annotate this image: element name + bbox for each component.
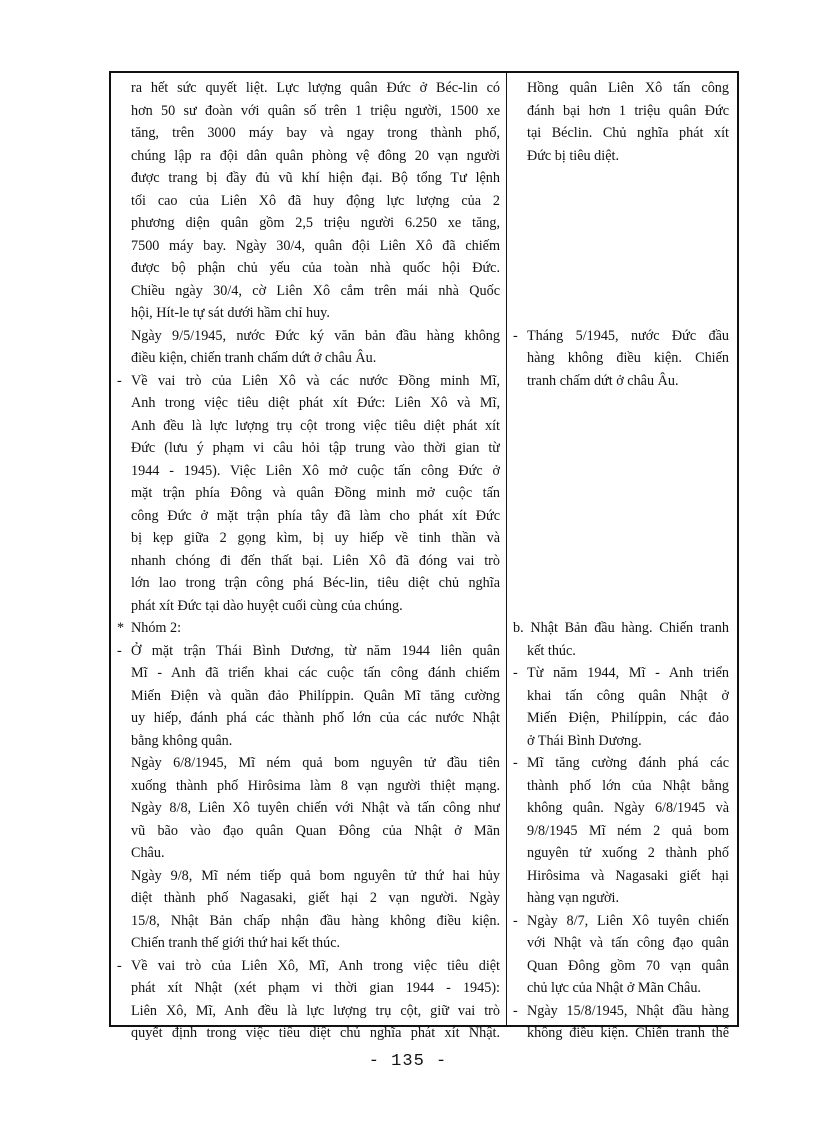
text-line: thành phố lớn của Nhật bằng bbox=[527, 777, 729, 794]
dash-bullet: - bbox=[117, 957, 122, 974]
text-line-content: Nhóm 2: bbox=[131, 620, 182, 636]
content-table bbox=[109, 71, 739, 1041]
para-allied-role-germany bbox=[117, 370, 500, 618]
text-line: mặt trận phía Đông và quân Đồng minh mở cuộc tấn bbox=[131, 485, 500, 501]
text-line: Hirôsima và Nagasaki giết hại bbox=[527, 867, 729, 884]
summary-atomic-bombs bbox=[513, 752, 729, 910]
text-line: nhanh chóng đi đến thất bại. Liên Xô đã đóng vai trò bbox=[131, 552, 500, 569]
text-line bbox=[117, 370, 500, 393]
text-line: với Nhật và tấn công đạo quân bbox=[527, 935, 729, 951]
spacer bbox=[513, 505, 729, 528]
text-line bbox=[513, 662, 729, 685]
text-line: Châu. bbox=[131, 845, 165, 861]
text-line: Anh đều là lực lượng trụ cột trong việc tiêu diệt phát xít bbox=[131, 417, 500, 434]
section-b-heading bbox=[513, 617, 729, 662]
text-line bbox=[117, 955, 500, 978]
text-line: phương diện quân gồm 2,5 triệu người 6.250 xe tăng, bbox=[131, 215, 500, 231]
text-line: Ngày 9/5/1945, nước Đức ký văn bản đầu hàng không bbox=[131, 327, 500, 344]
text-line: đánh bại hơn 1 triệu quân Đức bbox=[527, 102, 729, 119]
page-number: - 135 - bbox=[368, 1052, 448, 1071]
text-line-content: Về vai trò của Liên Xô, Mĩ, Anh trong việc tiêu diệt bbox=[131, 957, 500, 974]
text-line: Liên Xô, Mĩ, Anh đều là lực lượng trụ cột, giữ vai trò bbox=[131, 1002, 500, 1019]
text-line: b. Nhật Bản đầu hàng. Chiến tranh bbox=[513, 620, 729, 636]
text-line: không quân. Ngày 6/8/1945 và bbox=[527, 800, 729, 816]
text-line: được bộ phận chủ yếu của toàn nhà quốc hội Đức. bbox=[131, 260, 500, 276]
spacer bbox=[513, 302, 729, 325]
spacer bbox=[513, 415, 729, 438]
spacer bbox=[513, 460, 729, 483]
left-column bbox=[111, 73, 507, 1041]
spacer bbox=[513, 212, 729, 235]
spacer bbox=[513, 482, 729, 505]
text-line: công Đức ở mặt trận phía tây đã làm cho phát xít Đức bbox=[131, 507, 500, 524]
dash-bullet: - bbox=[513, 665, 518, 681]
text-line: 15/8, Nhật Bản chấp nhận đầu hàng không điều kiện. bbox=[131, 912, 500, 929]
dash-bullet: - bbox=[513, 327, 518, 344]
text-line-content: Mĩ tăng cường đánh phá các bbox=[527, 755, 729, 771]
text-line: xuống thành phố Hirôsima làm 8 vạn người thiệt mạng. bbox=[131, 777, 500, 794]
text-line: Mĩ - Anh đã triển khai các cuộc tấn công đánh chiếm bbox=[131, 665, 500, 681]
text-line bbox=[513, 325, 729, 348]
dash-bullet: - bbox=[117, 642, 122, 659]
text-line: Anh trong việc tiêu diệt phát xít Đức: Liên Xô và Mĩ, bbox=[131, 395, 500, 411]
text-line: Đức (lưu ý phạm vi câu hỏi tập trung vào thời gian từ bbox=[131, 440, 500, 456]
spacer bbox=[513, 595, 729, 618]
dash-bullet: - bbox=[513, 1002, 518, 1019]
text-line: Chiều ngày 30/4, cờ Liên Xô cắm trên mái nhà Quốc bbox=[131, 282, 500, 299]
spacer bbox=[513, 190, 729, 213]
group-2-heading bbox=[117, 617, 500, 640]
text-line: phát xít Đức tại dào huyệt cuối cùng của chúng. bbox=[131, 597, 403, 614]
dash-bullet: - bbox=[513, 912, 518, 929]
text-line: 1944 - 1945). Việc Liên Xô mở cuộc tấn công Đức ở bbox=[131, 462, 500, 479]
text-line: lớn lao trong trận công phá Béc-lin, tiêu diệt chủ nghĩa bbox=[131, 575, 500, 591]
text-line: hàng vạn người. bbox=[527, 890, 620, 906]
text-line-content: Ngày 15/8/1945, Nhật đầu hàng bbox=[527, 1002, 729, 1019]
text-line bbox=[513, 1000, 729, 1023]
text-line: được trang bị đầy đủ vũ khí hiện đại. Bộ tổng Tư lệnh bbox=[131, 170, 500, 186]
para-berlin-battle bbox=[117, 77, 500, 325]
text-line: ở Thái Bình Dương. bbox=[527, 732, 642, 749]
text-line: chủ lực của Nhật ở Mãn Châu. bbox=[527, 980, 701, 996]
text-line bbox=[117, 640, 500, 663]
summary-pacific bbox=[513, 662, 729, 752]
spacer bbox=[513, 572, 729, 595]
summary-japan-surrender bbox=[513, 1000, 729, 1045]
text-line: 7500 máy bay. Ngày 30/4, quân đội Liên Xô đã chiếm bbox=[131, 237, 500, 254]
text-line: Đức bị tiêu diệt. bbox=[527, 147, 620, 164]
star-bullet: * bbox=[117, 620, 125, 636]
dash-bullet: - bbox=[117, 372, 122, 389]
spacer bbox=[513, 437, 729, 460]
text-line: nguyên tử xuống 2 thành phố bbox=[527, 845, 729, 861]
text-line: uy hiếp, đánh phá các thành phố lớn của các nước Nhật bbox=[131, 710, 500, 726]
text-line-content: Ngày 8/7, Liên Xô tuyên chiến bbox=[527, 912, 729, 929]
text-line: Miến Điện, Philíppin, các đảo bbox=[527, 710, 729, 726]
spacer bbox=[513, 392, 729, 415]
text-line: hơn 50 sư đoàn với quân số trên 1 triệu người, 1500 xe bbox=[131, 102, 500, 119]
spacer bbox=[513, 235, 729, 258]
text-line bbox=[513, 752, 729, 775]
para-hiroshima bbox=[117, 752, 500, 865]
text-line: Ngày 6/8/1945, Mĩ ném quả bom nguyên tử đầu tiên bbox=[131, 755, 500, 771]
spacer bbox=[513, 550, 729, 573]
summary-germany-surrender bbox=[513, 325, 729, 393]
text-line: tại Béclin. Chủ nghĩa phát xít bbox=[527, 125, 729, 141]
text-line: tối cao của Liên Xô đã huy động lực lượng của 2 bbox=[131, 192, 500, 209]
text-line: bằng không quân. bbox=[131, 732, 233, 749]
spacer bbox=[513, 527, 729, 550]
text-line: Ngày 9/8, Mĩ ném tiếp quả bom nguyên tử thứ hai hủy bbox=[131, 867, 500, 884]
text-line: khai tấn công quân Nhật ở bbox=[527, 687, 729, 704]
right-column bbox=[507, 73, 737, 1041]
text-line: ra hết sức quyết liệt. Lực lượng quân Đức ở Béc-lin có bbox=[131, 80, 500, 96]
summary-soviet-declaration bbox=[513, 910, 729, 1000]
para-germany-surrender bbox=[117, 325, 500, 370]
text-line: bị kẹp giữa 2 gọng kìm, bị uy hiếp về tinh thần và bbox=[131, 530, 500, 546]
summary-berlin bbox=[513, 77, 729, 167]
text-line: Hồng quân Liên Xô tấn công bbox=[527, 80, 729, 96]
spacer bbox=[513, 257, 729, 280]
text-line: quyết định trong việc tiêu diệt chủ nghĩa phát xít Nhật. bbox=[131, 1025, 500, 1041]
text-line: phát xít Nhật (xét phạm vi thời gian 1944 - 1945): bbox=[131, 980, 500, 996]
spacer bbox=[513, 280, 729, 303]
dash-bullet: - bbox=[513, 755, 518, 771]
para-nagasaki bbox=[117, 865, 500, 955]
text-line: 9/8/1945 Mĩ ném 2 quả bom bbox=[527, 822, 729, 839]
text-line-content: Tháng 5/1945, nước Đức đầu bbox=[527, 327, 729, 344]
text-line: tăng, trên 3000 máy bay và ngay trong thành phố, bbox=[131, 125, 500, 141]
text-line: tranh chấm dứt ở châu Âu. bbox=[527, 372, 679, 389]
text-line bbox=[117, 617, 500, 640]
text-line: diệt thành phố Nagasaki, giết hại 2 vạn người. Ngày bbox=[131, 890, 500, 906]
text-line: vũ bão vào đạo quân Quan Đông của Nhật ở Mãn bbox=[131, 822, 500, 839]
text-line: Ngày 8/8, Liên Xô tuyên chiến với Nhật và tấn công như bbox=[131, 800, 500, 816]
text-line: hội, Hít-le tự sát dưới hầm chỉ huy. bbox=[131, 305, 330, 321]
para-allied-role-japan bbox=[117, 955, 500, 1045]
para-pacific-front bbox=[117, 640, 500, 753]
spacer bbox=[513, 167, 729, 190]
text-line: Quan Đông gồm 70 vạn quân bbox=[527, 957, 729, 974]
text-line bbox=[513, 910, 729, 933]
text-line: không điều kiện. Chiến tranh thế bbox=[527, 1025, 729, 1041]
text-line-content: Ở mặt trận Thái Bình Dương, từ năm 1944 liên quân bbox=[131, 642, 500, 659]
text-line-content: Về vai trò của Liên Xô và các nước Đồng minh Mĩ, bbox=[131, 372, 500, 389]
text-line: Miến Điện và quần đảo Philíppin. Quân Mĩ tăng cường bbox=[131, 687, 500, 704]
text-line: Chiến tranh thế giới thứ hai kết thúc. bbox=[131, 935, 341, 951]
text-line: kết thúc. bbox=[527, 642, 576, 659]
text-line: điều kiện, chiến tranh chấm dứt ở châu Âu. bbox=[131, 350, 377, 366]
text-line: hàng không điều kiện. Chiến bbox=[527, 350, 729, 366]
text-line: chúng lập ra đội dân quân phòng vệ đông 20 vạn người bbox=[131, 147, 500, 164]
text-line-content: Từ năm 1944, Mĩ - Anh triển bbox=[527, 665, 729, 681]
